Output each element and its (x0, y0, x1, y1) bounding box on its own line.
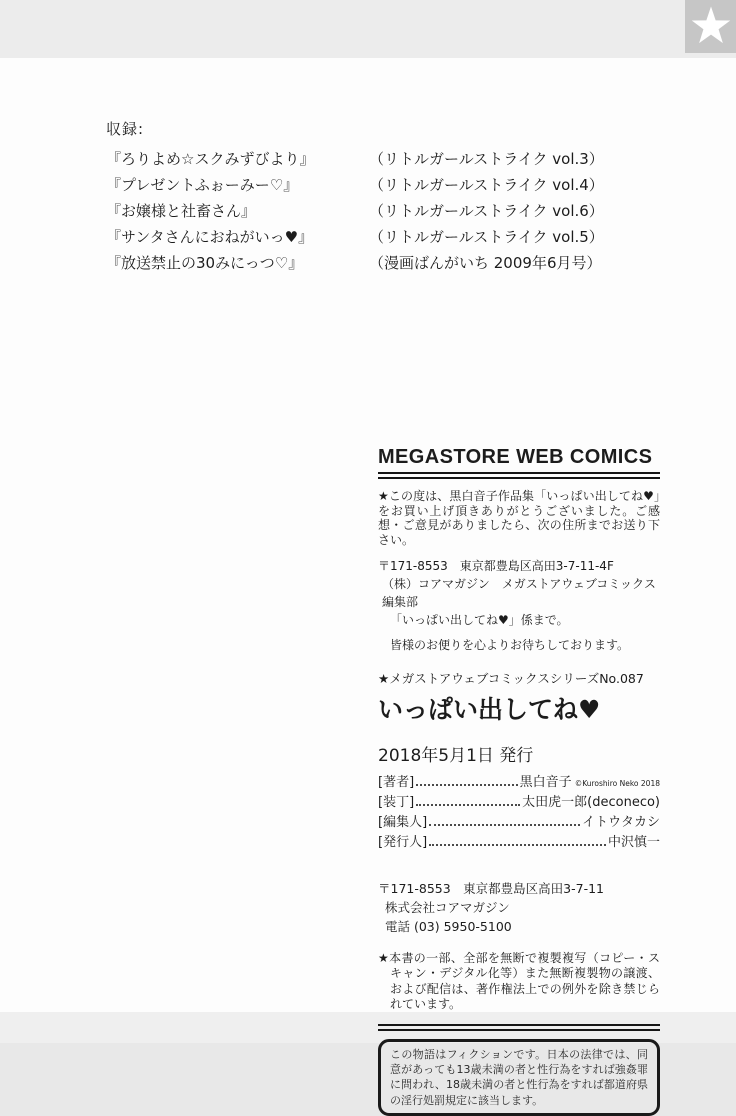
credit-row (378, 771, 660, 791)
list-item (106, 172, 646, 198)
work-source: （リトルガールストライク vol.5） (369, 228, 604, 246)
credit-label: [発行人] (378, 834, 428, 850)
work-title: 『ろりよめ☆スクみずびより』 (106, 150, 315, 168)
list-item (106, 250, 646, 276)
included-works-heading: 収録: (106, 120, 145, 138)
work-source: （漫画ばんがいち 2009年6月号） (369, 254, 602, 272)
address-line: 〒171-8553 東京都豊島区高田3-7-11 (378, 880, 605, 896)
credit-row (378, 791, 660, 811)
credit-row (378, 831, 660, 851)
address-line: （株）コアマガジン メガストアウェブコミックス編集部 (382, 576, 656, 609)
phone-line: 電話 (03) 5950-5100 (385, 919, 512, 935)
imprint-logo-text: MEGASTORE WEB COMICS (378, 446, 653, 468)
fiction-disclaimer-box: この物語はフィクションです。日本の法律では、同意があっても13歳未満の者と性行為をすれば強姦罪に問われ、18歳未満の者と性行為をすれば都道府県の淫行処罰規定に該当します。 (378, 1039, 660, 1116)
divider-double-rule (378, 472, 660, 479)
page-corner-star-badge (685, 0, 736, 53)
work-source: （リトルガールストライク vol.3） (369, 150, 604, 168)
work-source: （リトルガールストライク vol.6） (369, 202, 604, 220)
editorial-address (378, 557, 660, 654)
colophon-block (378, 446, 660, 1116)
list-item (106, 146, 646, 172)
star-icon (689, 3, 733, 51)
credit-row (378, 811, 660, 831)
dot-leader (429, 844, 606, 846)
divider-double-rule (378, 1024, 660, 1031)
credit-value: イトウタカシ (582, 814, 660, 830)
dot-leader (416, 784, 518, 786)
address-line: 「いっぱい出してね♥」係まで。 (390, 612, 569, 627)
included-works-list (106, 118, 646, 276)
credit-value: 太田虎一郎(deconeco) (522, 794, 660, 810)
address-line: 皆様のお便りを心よりお待ちしております。 (390, 637, 630, 652)
credit-label: [装丁] (378, 794, 415, 810)
work-title: 『プレゼントふぉーみー♡』 (106, 176, 299, 194)
work-source: （リトルガールストライク vol.4） (369, 176, 604, 194)
credit-label: [著者] (378, 774, 415, 790)
copyright-note: ©Kuroshiro Neko 2018 (574, 778, 660, 788)
issue-date: 2018年5月1日 発行 (378, 745, 534, 766)
address-line: 株式会社コアマガジン (385, 899, 510, 915)
work-title: 『お嬢様と社畜さん』 (106, 202, 257, 220)
book-title: いっぱい出してね♥ (378, 694, 601, 724)
dot-leader (416, 804, 520, 806)
copyright-warning: ★本書の一部、全部を無断で複製複写（コピー・スキャン・デジタル化等）また無断複製物の譲渡、および配信は、著作権法上での例外を除き禁じられています。 (378, 950, 660, 1012)
work-title: 『放送禁止の30みにっつ♡』 (106, 254, 304, 272)
top-scan-band (0, 0, 736, 58)
dot-leader (429, 824, 580, 826)
list-item (106, 224, 646, 250)
list-item (106, 198, 646, 224)
work-title: 『サンタさんにおねがいっ♥』 (106, 228, 314, 246)
credit-value: 中沢慎一 (607, 834, 660, 850)
credit-label: [編集人] (378, 814, 428, 830)
credits-list (378, 771, 660, 851)
publisher-address (378, 879, 660, 937)
credit-value: 黒白音子 (519, 774, 572, 790)
thank-you-note: ★この度は、黒白音子作品集「いっぱい出してね♥」をお買い上げ頂きありがとうございました。ご感想・ご意見がありましたら、次の住所までお送り下さい。 (378, 489, 660, 547)
series-number: ★メガストアウェブコミックスシリーズNo.087 (378, 670, 644, 686)
address-line: 〒171-8553 東京都豊島区高田3-7-11-4F (378, 558, 614, 573)
